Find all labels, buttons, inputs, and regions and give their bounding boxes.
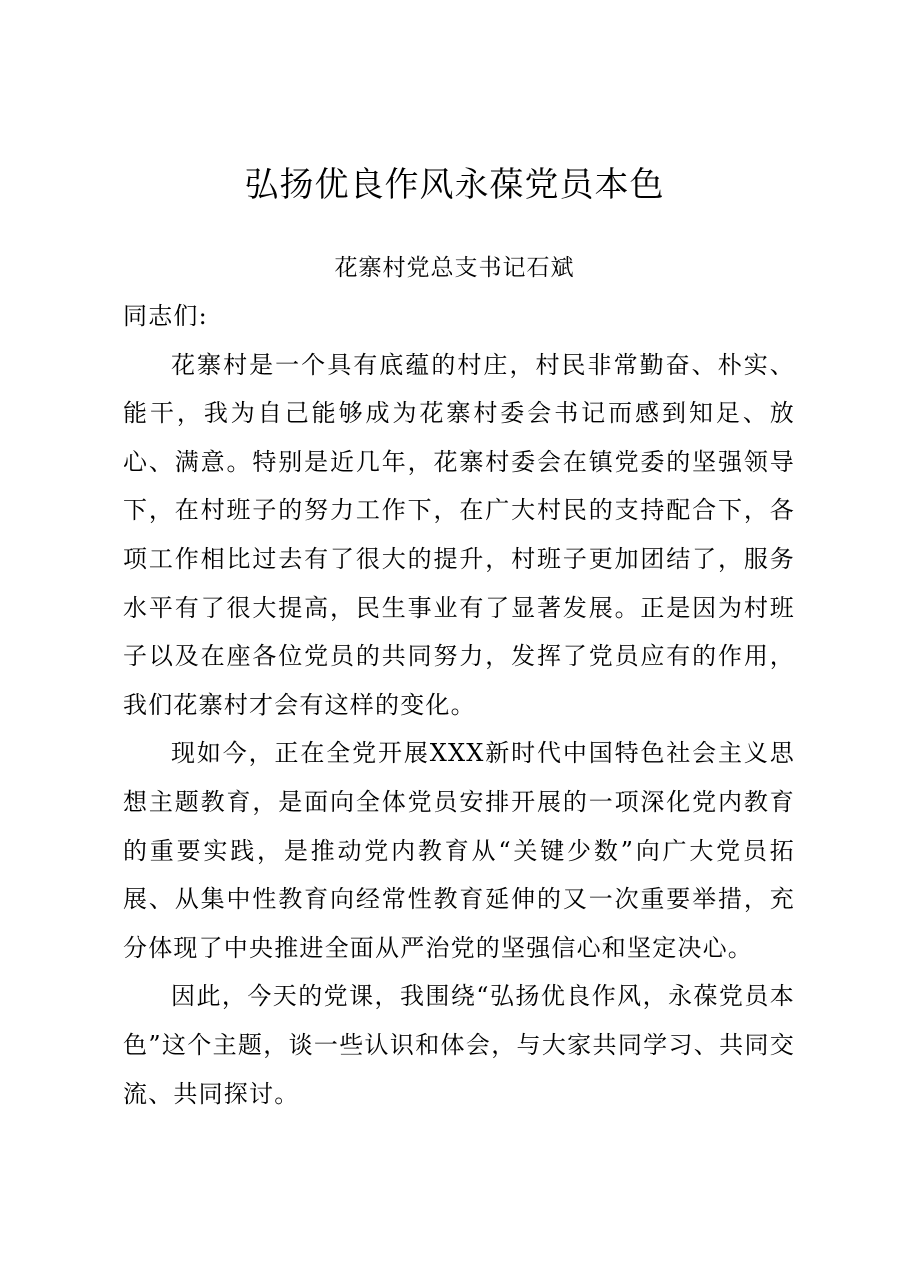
document-title: 弘扬优良作风永葆党员本色 <box>244 165 665 205</box>
document-body <box>123 292 795 1118</box>
paragraph-1: 花寨村是一个具有底蕴的村庄，村民非常勤奋、朴实、能干，我为自己能够成为花寨村委会书记而感到知足、放心、满意。特别是近几年，花寨村委会在镇党委的坚强领导下，在村班子的努力工作下，在广大村民的支持配合下，各项工作相比过去有了很大的提升，村班子更加团结了，服务水平有了很大提高，民生事业有了显著发展。正是因为村班子以及在座各位党员的共同努力，发挥了党员应有的作用，我们花寨村才会有这样的变化。 <box>123 350 795 719</box>
paragraph-3: 因此，今天的党课，我围绕“弘扬优良作风，永葆党员本色”这个主题，谈一些认识和体会，与大家共同学习、共同交流、共同探讨。 <box>123 982 795 1108</box>
document-author: 花寨村党总支书记石斌 <box>334 255 575 281</box>
salutation: 同志们: <box>123 302 208 330</box>
paragraph-2: 现如今，正在全党开展XXX新时代中国特色社会主义思想主题教育，是面向全体党员安排开展的一项深化党内教育的重要实践，是推动党内教育从“关键少数”向广大党员拓展、从集中性教育向经常性教育延伸的又一次重要举措，充分体现了中央推进全面从严治党的坚强信心和坚定决心。 <box>123 739 795 962</box>
